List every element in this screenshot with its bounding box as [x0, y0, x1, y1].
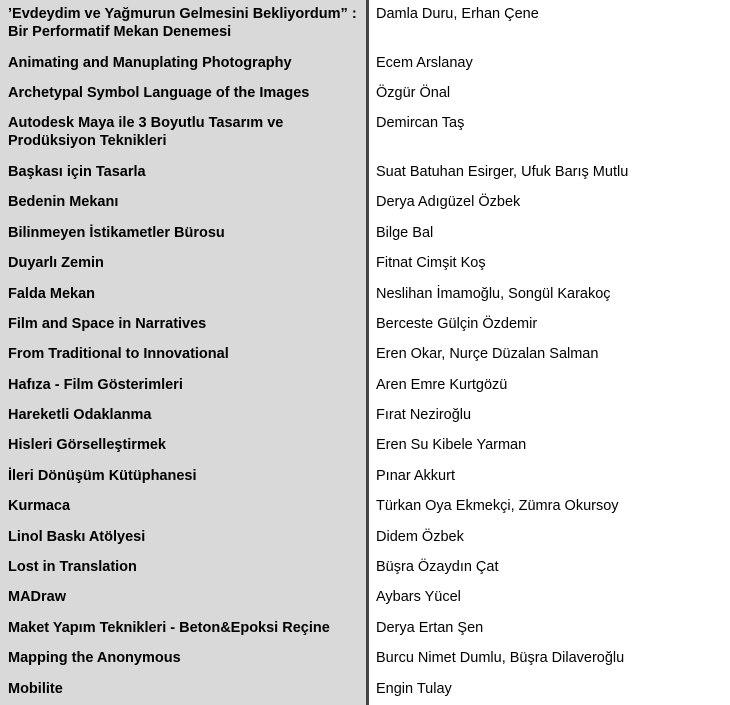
workshop-title: Animating and Manuplating Photography [0, 49, 369, 79]
workshop-title: From Traditional to Innovational [0, 340, 369, 370]
table-row [0, 158, 730, 188]
table-row [0, 401, 730, 431]
workshop-authors: Berceste Gülçin Özdemir [369, 310, 730, 340]
table-row [0, 79, 730, 109]
workshop-title: ’Evdeydim ve Yağmurun Gelmesini Bekliyordum” : Bir Performatif Mekan Denemesi [0, 0, 369, 49]
workshop-title: Duyarlı Zemin [0, 249, 369, 279]
table-row [0, 340, 730, 370]
workshop-title: Mapping the Anonymous [0, 644, 369, 674]
workshop-authors: Derya Adıgüzel Özbek [369, 188, 730, 218]
workshop-title: Hareketli Odaklanma [0, 401, 369, 431]
table-row [0, 583, 730, 613]
table-row [0, 492, 730, 522]
table-row [0, 310, 730, 340]
table-row [0, 0, 730, 49]
workshop-authors: Bilge Bal [369, 219, 730, 249]
workshop-authors: Özgür Önal [369, 79, 730, 109]
workshop-authors: Fitnat Cimşit Koş [369, 249, 730, 279]
workshop-title: Bilinmeyen İstikametler Bürosu [0, 219, 369, 249]
workshop-authors: Ecem Arslanay [369, 49, 730, 79]
workshop-authors: Aren Emre Kurtgözü [369, 371, 730, 401]
workshop-title: Autodesk Maya ile 3 Boyutlu Tasarım ve Prodüksiyon Teknikleri [0, 109, 369, 158]
workshop-title: Falda Mekan [0, 280, 369, 310]
workshop-title: MADraw [0, 583, 369, 613]
workshop-title: Bedenin Mekanı [0, 188, 369, 218]
workshop-authors: Didem Özbek [369, 523, 730, 553]
table-row [0, 431, 730, 461]
workshop-title: Hisleri Görselleştirmek [0, 431, 369, 461]
workshop-authors: Büşra Özaydın Çat [369, 553, 730, 583]
workshop-authors: Suat Batuhan Esirger, Ufuk Barış Mutlu [369, 158, 730, 188]
workshop-title: Kurmaca [0, 492, 369, 522]
table-row [0, 219, 730, 249]
table-row [0, 109, 730, 158]
workshop-authors: Eren Su Kibele Yarman [369, 431, 730, 461]
workshop-authors: Demircan Taş [369, 109, 730, 158]
table-row [0, 371, 730, 401]
workshop-authors: Derya Ertan Şen [369, 614, 730, 644]
workshop-authors: Engin Tulay [369, 675, 730, 705]
table-row [0, 644, 730, 674]
workshop-title: Maket Yapım Teknikleri - Beton&Epoksi Reçine [0, 614, 369, 644]
workshop-authors: Pınar Akkurt [369, 462, 730, 492]
workshop-title: Lost in Translation [0, 553, 369, 583]
workshop-authors: Burcu Nimet Dumlu, Büşra Dilaveroğlu [369, 644, 730, 674]
workshop-authors: Eren Okar, Nurçe Düzalan Salman [369, 340, 730, 370]
workshop-authors: Türkan Oya Ekmekçi, Zümra Okursoy [369, 492, 730, 522]
workshop-title: Başkası için Tasarla [0, 158, 369, 188]
table-row [0, 614, 730, 644]
workshop-title: Film and Space in Narratives [0, 310, 369, 340]
workshop-title: Hafıza - Film Gösterimleri [0, 371, 369, 401]
workshop-title: Archetypal Symbol Language of the Images [0, 79, 369, 109]
workshop-authors: Fırat Neziroğlu [369, 401, 730, 431]
workshop-authors: Aybars Yücel [369, 583, 730, 613]
table-row [0, 249, 730, 279]
table-row [0, 523, 730, 553]
table-row [0, 462, 730, 492]
table-row [0, 553, 730, 583]
workshop-authors: Damla Duru, Erhan Çene [369, 0, 730, 49]
table-row [0, 188, 730, 218]
table-row [0, 49, 730, 79]
workshop-authors: Neslihan İmamoğlu, Songül Karakoç [369, 280, 730, 310]
table-row [0, 280, 730, 310]
workshop-title: Linol Baskı Atölyesi [0, 523, 369, 553]
workshop-title: İleri Dönüşüm Kütüphanesi [0, 462, 369, 492]
workshop-title: Mobilite [0, 675, 369, 705]
table-row [0, 675, 730, 705]
